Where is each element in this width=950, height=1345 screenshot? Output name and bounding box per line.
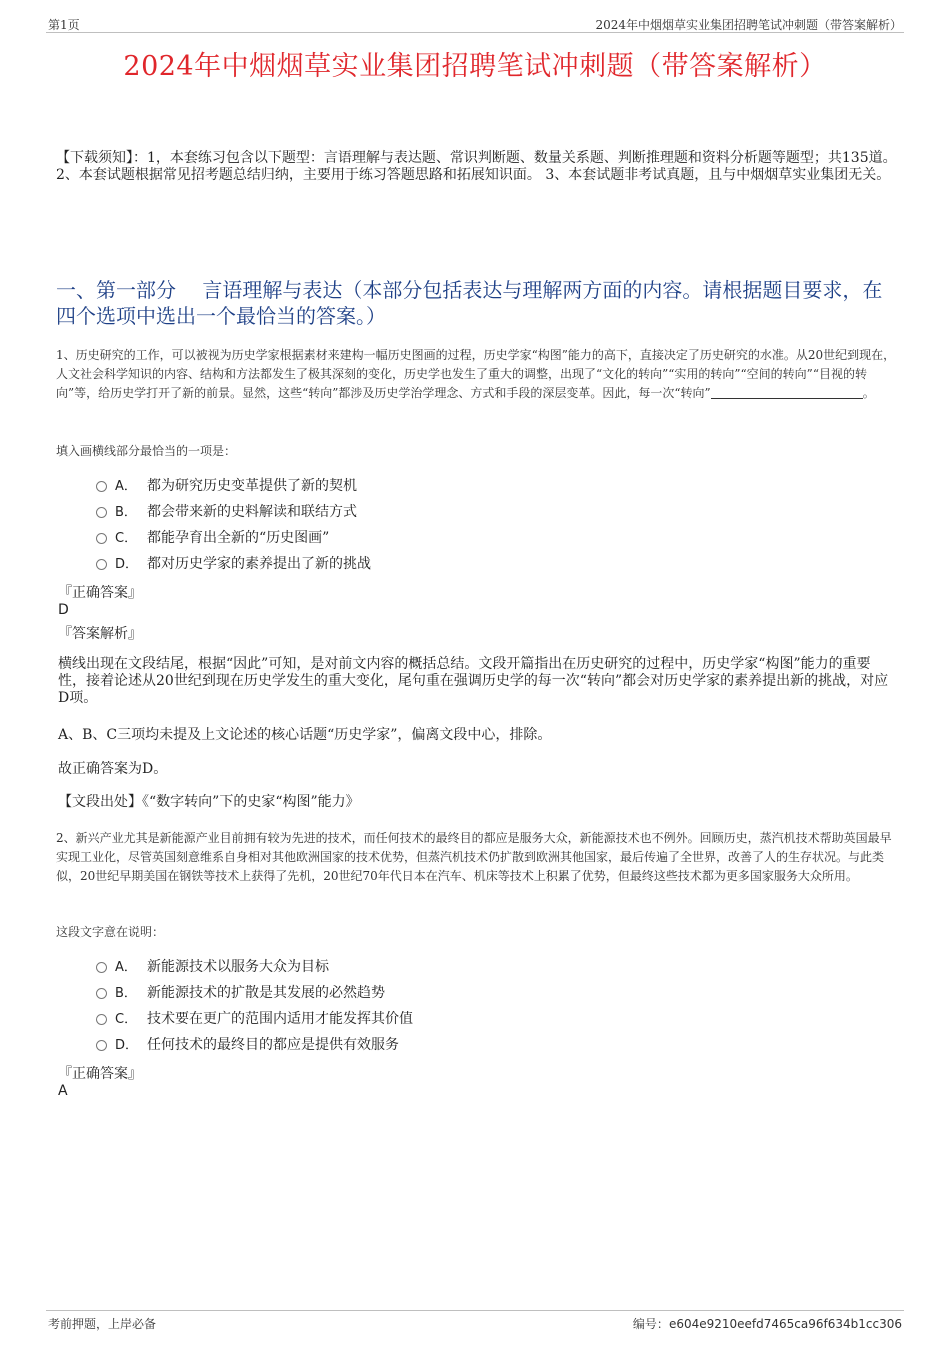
q2-option-b[interactable]: B． 新能源技术的扩散是其发展的必然趋势 — [96, 983, 385, 1003]
q2-answer-label: 『正确答案』 — [58, 1066, 142, 1082]
page-number: 第1页 — [48, 18, 80, 32]
q2-option-a[interactable]: A． 新能源技术以服务大众为目标 — [96, 957, 329, 977]
radio-icon[interactable] — [96, 559, 107, 570]
q2-option-c[interactable]: C． 技术要在更广的范围内适用才能发挥其价值 — [96, 1009, 413, 1029]
radio-icon[interactable] — [96, 962, 107, 973]
question-1-body: 1、历史研究的工作，可以被视为历史学家根据素材来建构一幅历史图画的过程，历史学家“构图”能力的高下，直接决定了历史研究的水准。从20世纪到现在，人文社会科学知识的内容、结构和方法都发生了极其深刻的变化，历史学也发生了重大的调整，出现了“文化的转向”“实用的转向”“空间的转向”“目视的转向”等，给历史学打开了新的前景。显然，这些“转向”都涉及历史学治学理念、方式和手段的深层变革。因此，每一次“转向” — [56, 348, 896, 400]
q2-option-d[interactable]: D． 任何技术的最终目的都应是提供有效服务 — [96, 1035, 399, 1055]
q1-option-b[interactable]: B． 都会带来新的史料解读和联结方式 — [96, 502, 357, 522]
download-notice: 【下载须知】：1，本套练习包含以下题型：言语理解与表达题、常识判断题、数量关系题、判断推理题和资料分析题等题型；共135道。 2、本套试题根据常见招考题总结归纳，主要用于练习答题思路和拓展知识面。 3、本套试题非考试真题，且与中烟烟草实业集团无关。 — [56, 150, 897, 183]
q1-analysis-para-3: 故正确答案为D。 — [58, 761, 168, 777]
radio-icon[interactable] — [96, 533, 107, 544]
radio-icon[interactable] — [96, 1014, 107, 1025]
q1-answer: D — [58, 602, 69, 618]
question-1-text: 1、历史研究的工作，可以被视为历史学家根据素材来建构一幅历史图画的过程，历史学家“构图”能力的高下，直接决定了历史研究的水准。从20世纪到现在，人文社会科学知识的内容、结构和方法都发生了极其深刻的变化，历史学也发生了重大的调整，出现了“文化的转向”“实用的转向”“空间的转向”“目视的转向”等，给历史学打开了新的前景。显然，这些“转向”都涉及历史学治学理念、方式和手段的深层变革。因此，每一次“转向” 。 — [56, 348, 896, 400]
question-1-prompt: 填入画横线部分最恰当的一项是： — [56, 444, 237, 458]
page-header — [46, 14, 904, 33]
radio-icon[interactable] — [96, 481, 107, 492]
footer-slogan: 考前押题，上岸必备 — [48, 1317, 157, 1331]
question-2-text: 2、新兴产业尤其是新能源产业目前拥有较为先进的技术，而任何技术的最终目的都应是服务大众，新能源技术也不例外。回顾历史，蒸汽机技术帮助英国最早实现工业化，尽管英国刻意维系自身相对其他欧洲国家的技术优势，但蒸汽机技术仍扩散到欧洲其他国家，最后传遍了全世界，改善了人的生存状况。与此类似，20世纪早期美国在钢铁等技术上获得了先机，20世纪70年代日本在汽车、机床等技术上积累了优势，但最终这些技术都为更多国家服务大众所用。 — [56, 831, 892, 883]
radio-icon[interactable] — [96, 988, 107, 999]
answer-blank — [711, 386, 863, 399]
q1-option-c[interactable]: C． 都能孕育出全新的“历史图画” — [96, 528, 329, 548]
section-heading: 一、第一部分 言语理解与表达（本部分包括表达与理解两方面的内容。请根据题目要求，在四个选项中选出一个最恰当的答案。） — [56, 278, 883, 328]
question-2-prompt: 这段文字意在说明： — [56, 925, 165, 939]
q1-option-d[interactable]: D． 都对历史学家的素养提出了新的挑战 — [96, 554, 371, 574]
footer-code: 编号：e604e9210eefd7465ca96f634b1cc306 — [632, 1317, 902, 1331]
q1-source: 【文段出处】《“数字转向”下的史家“构图”能力》 — [58, 794, 360, 810]
q1-analysis-para-2: A、B、C三项均未提及上文论述的核心话题“历史学家”，偏离文段中心，排除。 — [58, 727, 552, 743]
header-doc-title: 2024年中烟烟草实业集团招聘笔试冲刺题（带答案解析） — [595, 18, 902, 32]
radio-icon[interactable] — [96, 507, 107, 518]
page-footer — [46, 1310, 904, 1335]
radio-icon[interactable] — [96, 1040, 107, 1051]
q1-analysis-para-1: 横线出现在文段结尾，根据“因此”可知，是对前文内容的概括总结。文段开篇指出在历史研究的过程中，历史学家“构图”能力的重要性，接着论述从20世纪到现在历史学发生的重大变化，尾句重在强调历史学的每一次“转向”都会对历史学家的素养提出新的挑战，对应D项。 — [58, 656, 889, 706]
document-title: 2024年中烟烟草实业集团招聘笔试冲刺题（带答案解析） — [123, 51, 827, 82]
q1-answer-label: 『正确答案』 — [58, 585, 142, 601]
q1-analysis-label: 『答案解析』 — [58, 626, 142, 642]
q1-option-a[interactable]: A． 都为研究历史变革提供了新的契机 — [96, 476, 357, 496]
q2-answer: A — [58, 1083, 68, 1099]
